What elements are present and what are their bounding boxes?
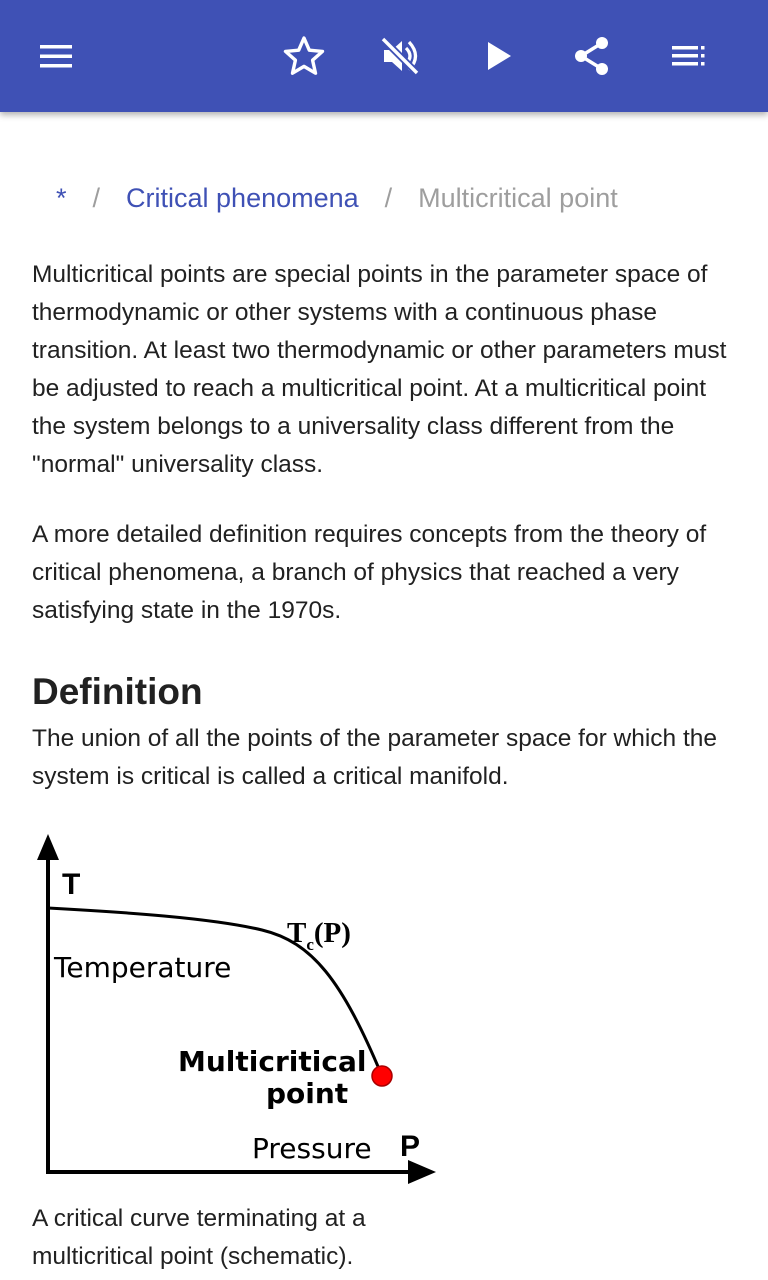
- temperature-label: Temperature: [54, 951, 232, 984]
- breadcrumb-current: Multicritical point: [418, 183, 618, 213]
- definition-paragraph: The union of all the points of the parameter space for which the system is critical is called a critical manifold.: [32, 725, 718, 790]
- breadcrumb: [32, 178, 618, 218]
- intro-paragraph: Multicritical points are special points in the parameter space of thermodynamic or other systems with a continuous phase transition. At least two thermodynamic or other parameters must be adjusted to reach a multicritical point. At a multicritical point the system belongs to a universality class different from the "normal" universality class.: [32, 261, 727, 478]
- diagram-svg: [32, 830, 442, 1190]
- app-bar: [0, 0, 768, 112]
- breadcrumb-separator: /: [384, 183, 393, 213]
- breadcrumb-parent-link[interactable]: Critical phenomena: [126, 183, 359, 213]
- menu-button[interactable]: [24, 24, 88, 88]
- p-axis-arrow: [408, 1160, 436, 1184]
- breadcrumb-home-link[interactable]: *: [56, 183, 67, 213]
- contents-button[interactable]: [656, 24, 720, 88]
- multicritical-label-line2: point: [266, 1077, 349, 1110]
- play-button[interactable]: [466, 24, 530, 88]
- figure-caption: A critical curve terminating at a multicritical point (schematic).: [32, 1205, 366, 1270]
- theory-paragraph: A more detailed definition requires concepts from the theory of critical phenomena, a branch of physics that reached a very satisfying state in the 1970s.: [32, 521, 707, 624]
- mute-button[interactable]: [368, 24, 432, 88]
- share-icon: [570, 34, 614, 78]
- curve-label: $T_c(P)$: [287, 917, 351, 954]
- pressure-label: Pressure: [252, 1132, 372, 1165]
- p-axis-label: P: [400, 1130, 421, 1163]
- multicritical-diagram[interactable]: [32, 830, 442, 1190]
- definition-heading: Definition: [32, 671, 203, 712]
- multicritical-label-line1: Multicritical: [178, 1045, 367, 1078]
- multicritical-point-marker: [372, 1066, 392, 1086]
- menu-icon: [34, 34, 78, 78]
- play-icon: [476, 34, 520, 78]
- t-axis-label: T: [62, 868, 81, 901]
- playlist-icon: [666, 34, 710, 78]
- breadcrumb-separator: /: [92, 183, 101, 213]
- t-axis-arrow: [37, 834, 59, 860]
- volume-off-icon: [378, 34, 422, 78]
- star-outline-icon: [282, 34, 326, 78]
- favorite-button[interactable]: [272, 24, 336, 88]
- share-button[interactable]: [560, 24, 624, 88]
